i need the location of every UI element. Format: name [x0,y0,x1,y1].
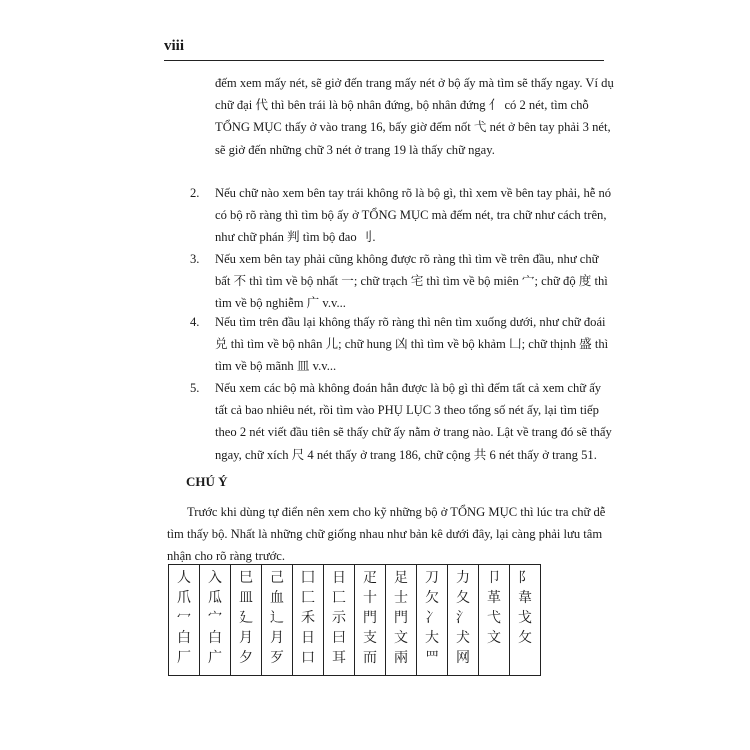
table-cell [262,565,293,676]
radical-glyph: 夂 [456,590,470,606]
radical-glyph: 白 [208,630,222,646]
header-rule [164,60,604,61]
radical-glyph: 禾 [301,610,315,626]
radical-glyph: 示 [332,610,346,626]
radical-glyph: 冫 [425,610,439,626]
radical-glyph: 足 [394,570,408,586]
table-cell [448,565,479,676]
radical-glyph: 匚 [301,590,315,606]
radical-glyph: 門 [363,610,377,626]
radical-glyph: 攵 [518,630,532,646]
radical-glyph: 弋 [487,610,501,626]
radical-glyph: 耳 [332,650,346,666]
radical-glyph: 門 [394,610,408,626]
table-cell [510,565,541,676]
radical-glyph: 戈 [518,610,532,626]
radical-glyph: 爪 [177,590,191,606]
radical-glyph: 宀 [208,610,222,626]
radical-glyph: 匸 [332,590,346,606]
radical-glyph: 氵 [456,610,470,626]
radical-glyph: 日 [332,570,346,586]
radical-glyph: 士 [394,590,408,606]
table-cell [479,565,510,676]
radical-glyph: 韋 [518,590,532,606]
radical-glyph: 口 [301,650,315,666]
list-item-text: Nếu xem các bộ mà không đoán hẳn được là bộ gì thì đếm tất cả xem chữ ấy tất cả bao nhiêu nét, rồi tìm vào PHỤ LỤC 3 theo tổng số nét ấy, lại tìm tiếp theo 2 nét viết đầu tiên sẽ thấy chữ ấy nằm ở trang nào. Lật về trang đó sẽ thấy ngay, chữ xích 尺 4 nét thấy ở trang 186, chữ cộng 共 6 nét thấy ở trang 51. [215,381,612,462]
radical-glyph: 月 [239,630,253,646]
radical-glyph: 刀 [425,570,439,586]
table-cell [386,565,417,676]
radical-glyph: 文 [487,630,501,646]
radical-glyph: 皿 [239,590,253,606]
radical-glyph: 冖 [177,610,191,626]
radical-glyph: 疋 [363,570,377,586]
radical-glyph: 入 [208,570,222,586]
radical-glyph: 瓜 [208,590,222,606]
page-number: viii [164,38,185,54]
list-item-text: Nếu tìm trên đầu lại không thấy rõ ràng thì nên tìm xuống dưới, như chữ đoái 兑 thì tìm về bộ nhân 儿; chữ hung 凶 thì tìm về bộ khảm 凵; chữ thịnh 盛 thì tìm về bộ mãnh 皿 v.v... [215,315,609,374]
radical-glyph: 卩 [487,570,501,586]
table-cell [417,565,448,676]
radical-comparison-table [168,564,541,676]
radical-glyph: 欠 [425,590,439,606]
radical-glyph: 夕 [239,650,253,666]
radical-glyph: 支 [363,630,377,646]
radical-glyph: 力 [456,570,470,586]
radical-glyph: 革 [487,590,501,606]
radical-glyph: 厂 [177,650,191,666]
list-item-number: 5. [190,381,200,395]
radical-glyph: 日 [301,630,315,646]
table-cell [231,565,262,676]
radical-glyph: 曰 [332,630,346,646]
radical-glyph: 文 [394,630,408,646]
table-row [169,565,541,676]
radical-glyph: 网 [456,650,470,666]
radical-glyph: 辶 [270,610,284,626]
list-item-text: Nếu chữ nào xem bên tay trái không rõ là bộ gì, thì xem về bên tay phải, hễ nó có bộ rõ ràng thì tìm bộ ấy ở TỔNG MỤC mà đếm nét, tra chữ như cách trên, như chữ phán 判 tìm bộ đao 刂. [215,186,612,245]
list-item-text: Nếu xem bên tay phải cũng không được rõ ràng thì tìm về trên đầu, như chữ bất 不 thì tìm về bộ nhất 一; chữ trạch 宅 thì tìm về bộ miên 宀; chữ độ 度 thì tìm về bộ nghiễm 广 v.v... [215,252,608,311]
radical-glyph: 白 [177,630,191,646]
list-item-number: 3. [190,252,200,266]
paragraph-note: Trước khi dùng tự điển nên xem cho kỹ những bộ ở TỔNG MỤC thì lúc tra chữ dễ tìm thấy bộ. Nhất là những chữ giống nhau như bản kê dưới đây, lại càng phải lưu tâm nhận cho rõ ràng trước. [167,505,606,564]
radical-glyph: 广 [208,650,222,666]
table-cell [200,565,231,676]
section-heading: CHÚ Ý [186,474,228,489]
table-cell [169,565,200,676]
table-cell [355,565,386,676]
radical-glyph: 廴 [239,610,253,626]
table-cell [293,565,324,676]
radical-glyph: 兩 [394,650,408,666]
radical-glyph: 大 [425,630,439,646]
radical-glyph: 而 [363,650,377,666]
radical-glyph: 月 [270,630,284,646]
radical-glyph: 歹 [270,650,284,666]
radical-glyph: 己 [270,570,284,586]
list-item-number: 2. [190,186,200,200]
table-cell [324,565,355,676]
radical-glyph: 罒 [425,650,439,666]
radical-glyph: 人 [177,570,191,586]
radical-glyph: 血 [270,590,284,606]
radical-glyph: 犬 [456,630,470,646]
radical-glyph: 巳 [239,570,253,586]
radical-glyph: 十 [363,590,377,606]
radical-glyph: 囗 [301,570,315,586]
paragraph-continuation: đếm xem mấy nét, sẽ giở đến trang mấy nét ở bộ ấy mà tìm sẽ thấy ngay. Ví dụ chữ đại 代 thì bên trái là bộ nhân đứng, bộ nhân đứng 亻 có 2 nét, tìm chỗ TỔNG MỤC thấy ở vào trang 16, bấy giờ đếm nốt 弋 nét ở bên tay phải 3 nét, sẽ giở đến những chữ 3 nét ở trang 19 là thấy chữ ngay. [215,76,614,157]
radical-glyph: 阝 [518,570,532,586]
list-item-number: 4. [190,315,200,329]
